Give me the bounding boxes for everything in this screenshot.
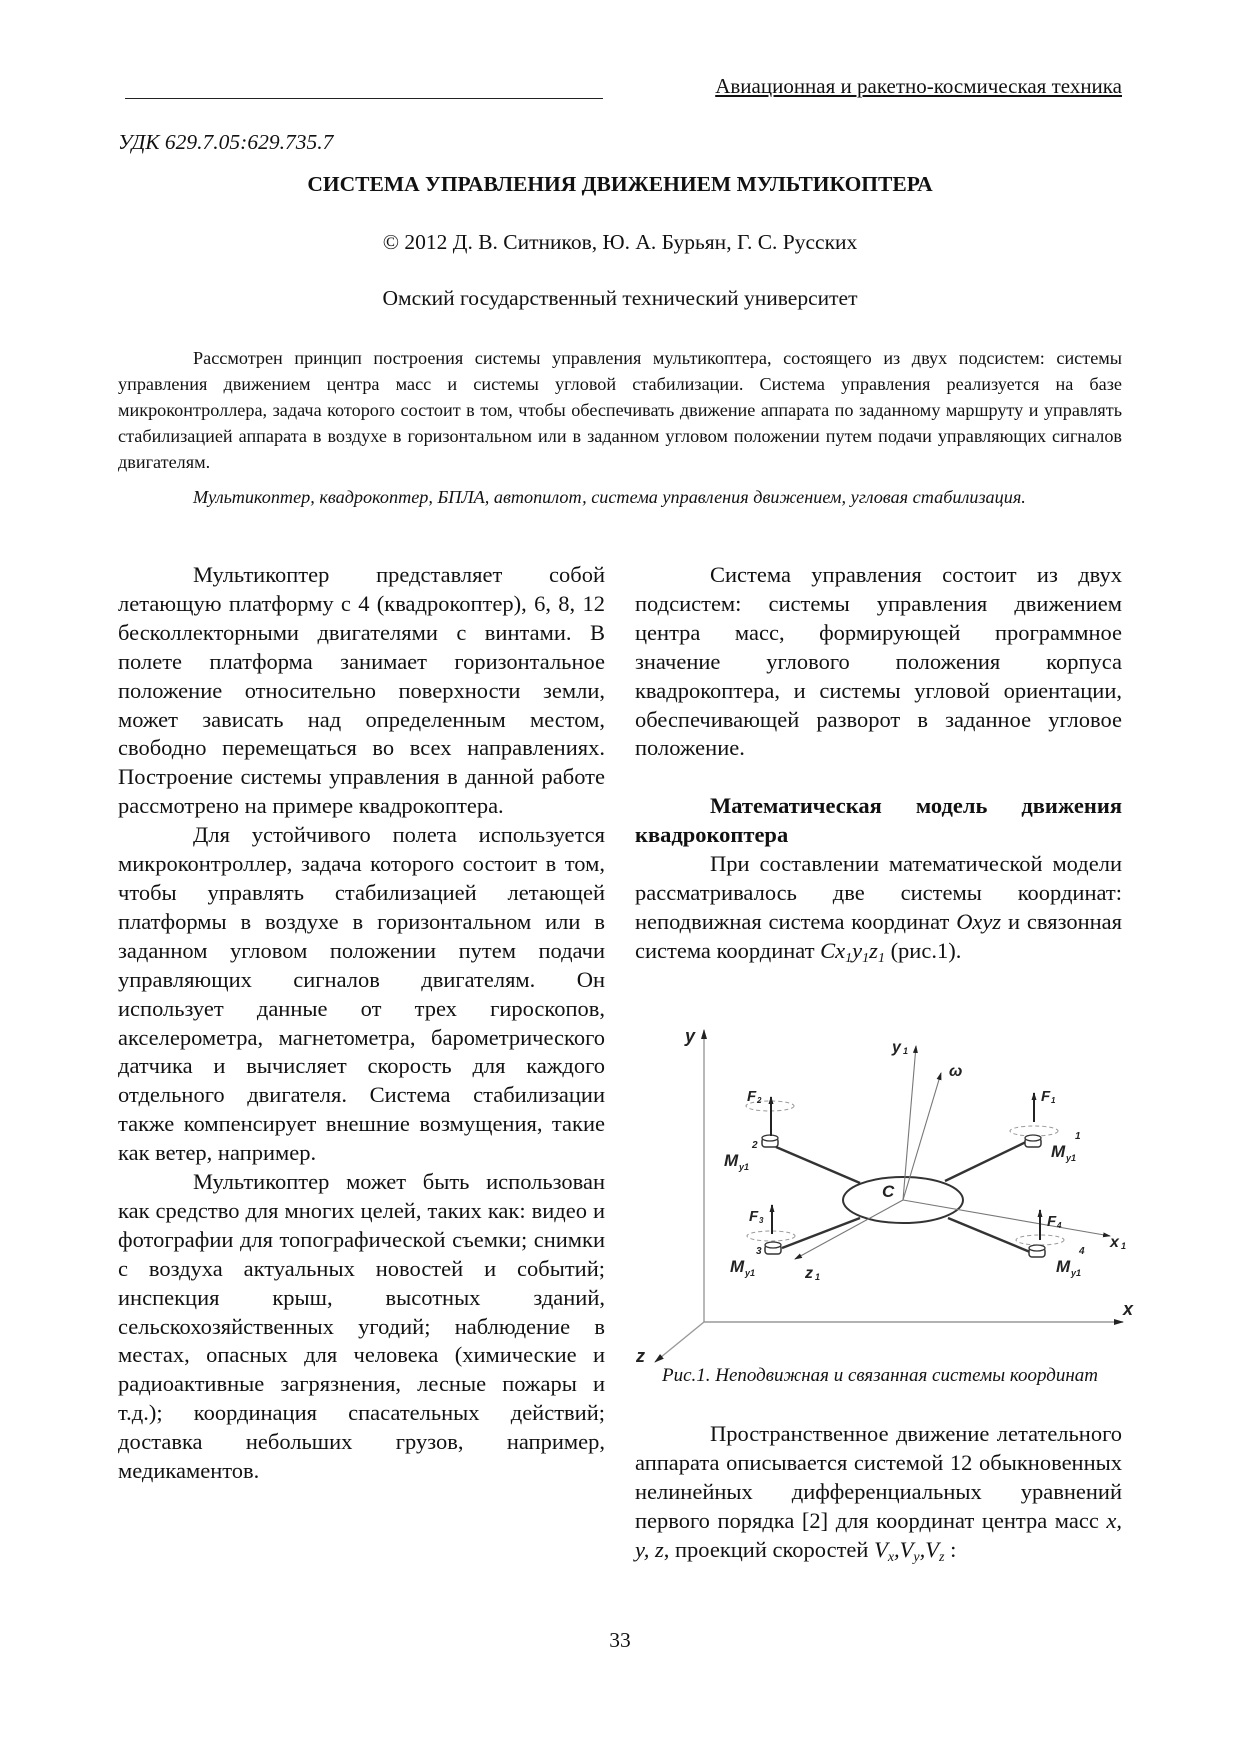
label-y1-sub: 1	[903, 1046, 909, 1056]
body-frame	[820, 937, 885, 966]
label-m4-sup: 4	[1079, 1246, 1085, 1257]
paragraph	[635, 850, 1122, 974]
left-column	[118, 561, 605, 1486]
arm-3	[782, 1218, 860, 1248]
right-column	[635, 561, 1122, 974]
label-m2: M	[724, 1151, 739, 1170]
label-z: z	[636, 1346, 645, 1366]
udk-code: УДК 629.7.05:629.735.7	[118, 130, 334, 154]
label-f3: F	[749, 1208, 759, 1225]
paragraph: Мультикоптер представляет собой летающую платформу с 4 (квадрокоптер), 6, 8, 12 бесколлекторными двигателями с винтами. В полете платформа занимает горизонтальное положение относительно поверхности земли, может зависать над определенным местом, свободно перемещаться во всех направлениях. Построение системы управления в данной работе рассмотрено на примере квадрокоптера.	[118, 562, 605, 819]
v: V	[874, 1536, 888, 1562]
coordinate-systems-figure	[635, 1015, 1135, 1375]
sub: y	[913, 1549, 920, 1565]
label-x1: x	[1110, 1234, 1119, 1251]
label-z1-sub: 1	[815, 1272, 821, 1282]
figure-caption: Рис.1. Неподвижная и связанная системы координат	[661, 1365, 1099, 1386]
journal-section: Авиационная и ракетно-космическая техника	[715, 74, 1122, 98]
label-m4-sub: y1	[1071, 1268, 1082, 1278]
abstract: Рассмотрен принцип построения системы управления мультикоптера, состоящего из двух подсистем: системы управления движением центра масс и системы угловой стабилизации. Система управления реализуется на базе микроконтроллера, задача которого состоит в том, чтобы обеспечивать движение аппарата по заданному маршруту и управлять стабилизацией аппарата в воздухе в горизонтальном или в заданном угловом положении путем подачи управляющих сигналов двигателям.	[118, 348, 1122, 472]
label-m3-sub: y1	[745, 1268, 756, 1278]
paragraph: Мультикоптер может быть использован как средство для многих целей, таких как: видео и фотографии для топографической съемки; снимки с воздуха актуальных новостей и событий; инспекция крыш, высотных зданий, сельскохозяйственных угодий; наблюдение в местах, опасных для человека (химические и радиоактивные загрязнения, лесные пожары и т.д.); координация спасательных действий; доставка небольших грузов, например, медикаментов.	[118, 1169, 605, 1484]
label-c: C	[882, 1182, 895, 1201]
label-m4: M	[1056, 1257, 1071, 1276]
body-frame-z: z	[869, 937, 878, 963]
label-omega: ω	[949, 1063, 963, 1080]
label-m3: M	[730, 1257, 745, 1276]
affiliation: Омский государственный технический университет	[382, 286, 858, 310]
label-f4: F	[1047, 1213, 1057, 1230]
colon: :	[950, 1536, 957, 1562]
label-f1-sub: 1	[1051, 1096, 1056, 1105]
section-heading: Математическая модель движения квадрокоптера	[635, 793, 1122, 848]
label-f3-sub: 3	[759, 1216, 764, 1225]
label-f1: F	[1041, 1088, 1051, 1105]
v: V	[899, 1536, 914, 1562]
model-text: и связонная система координат	[635, 908, 1123, 963]
paragraph: Система управления состоит из двух подсистем: системы управления движением центра масс, формирующей программное значение углового положения корпуса квадрокоптера, и системы угловой ориентации, обеспечивающей разворот в заданное угловое положение.	[635, 562, 1122, 761]
header-rule	[125, 98, 603, 99]
label-y1: y	[892, 1039, 901, 1056]
z-axis	[655, 1322, 704, 1362]
label-m1-sup: 1	[1075, 1131, 1081, 1142]
body-frame-y: y	[852, 937, 863, 963]
label-x: x	[1123, 1299, 1134, 1319]
motion-text-2: , проекций скоростей	[663, 1536, 869, 1562]
page-number: 33	[609, 1628, 631, 1652]
sub: 1	[845, 950, 853, 966]
sub: z	[939, 1549, 945, 1565]
article-title: СИСТЕМА УПРАВЛЕНИЯ ДВИЖЕНИЕМ МУЛЬТИКОПТЕРА	[307, 172, 933, 196]
label-m3-sup: 3	[756, 1246, 762, 1257]
arm-1	[945, 1141, 1028, 1181]
label-z1: z	[805, 1265, 813, 1282]
paragraph	[635, 1420, 1122, 1573]
label-y: y	[685, 1026, 696, 1046]
label-m2-sub: y1	[739, 1162, 750, 1172]
motor-3	[747, 1231, 795, 1254]
figure-ref: (рис.1).	[890, 937, 962, 963]
paragraph: Для устойчивого полета используется микроконтроллер, задача которого состоит в том, чтобы управлять стабилизацией летающей платформы в воздухе в горизонтальном или в заданном угловом положении путем подачи управляющих сигналов двигателям. Он использует данные от трех гироскопов, акселерометра, магнетометра, барометрического датчика и вычисляет скорость для каждого отдельного двигателя. Система стабилизации также компенсирует внешние возмущения, такие как ветер, например.	[118, 822, 605, 1166]
coords: x, y, z	[635, 1507, 1122, 1562]
sub: 1	[877, 950, 885, 966]
label-f2: F	[747, 1088, 757, 1105]
arm-2	[776, 1147, 860, 1183]
body-frame-cx: Cx	[820, 937, 846, 963]
sub: 1	[862, 950, 870, 966]
label-m2-sup: 2	[752, 1140, 758, 1151]
velocity-projections: $V_x,V_y,V_z$	[874, 1536, 945, 1565]
label-f2-sub: 2	[757, 1096, 762, 1105]
label-x1-sub: 1	[1121, 1241, 1127, 1251]
v: V	[925, 1536, 939, 1562]
label-m1-sub: y1	[1066, 1153, 1077, 1163]
model-text: При составлении математической модели рассматривалось две системы координат: неподвижная система координат	[635, 851, 1122, 934]
running-header	[125, 74, 1122, 102]
sub: x	[887, 1549, 895, 1565]
arm-4	[948, 1218, 1030, 1252]
fixed-frame: Oxyz	[956, 908, 1002, 934]
label-m1: M	[1051, 1142, 1066, 1161]
authors: © 2012 Д. В. Ситников, Ю. А. Бурьян, Г. С. Русских	[382, 230, 858, 254]
keywords: Мультикоптер, квадрокоптер, БПЛА, автопилот, система управления движением, угловая стабилизация.	[193, 487, 1026, 507]
motion-text: Пространственное движение летательного аппарата описывается системой 12 обыкновенных нелинейных дифференциальных уравнений первого порядка [2] для координат центра масс	[635, 1421, 1122, 1533]
right-column-continued	[635, 1420, 1122, 1573]
label-f4-sub: 4	[1057, 1221, 1062, 1230]
